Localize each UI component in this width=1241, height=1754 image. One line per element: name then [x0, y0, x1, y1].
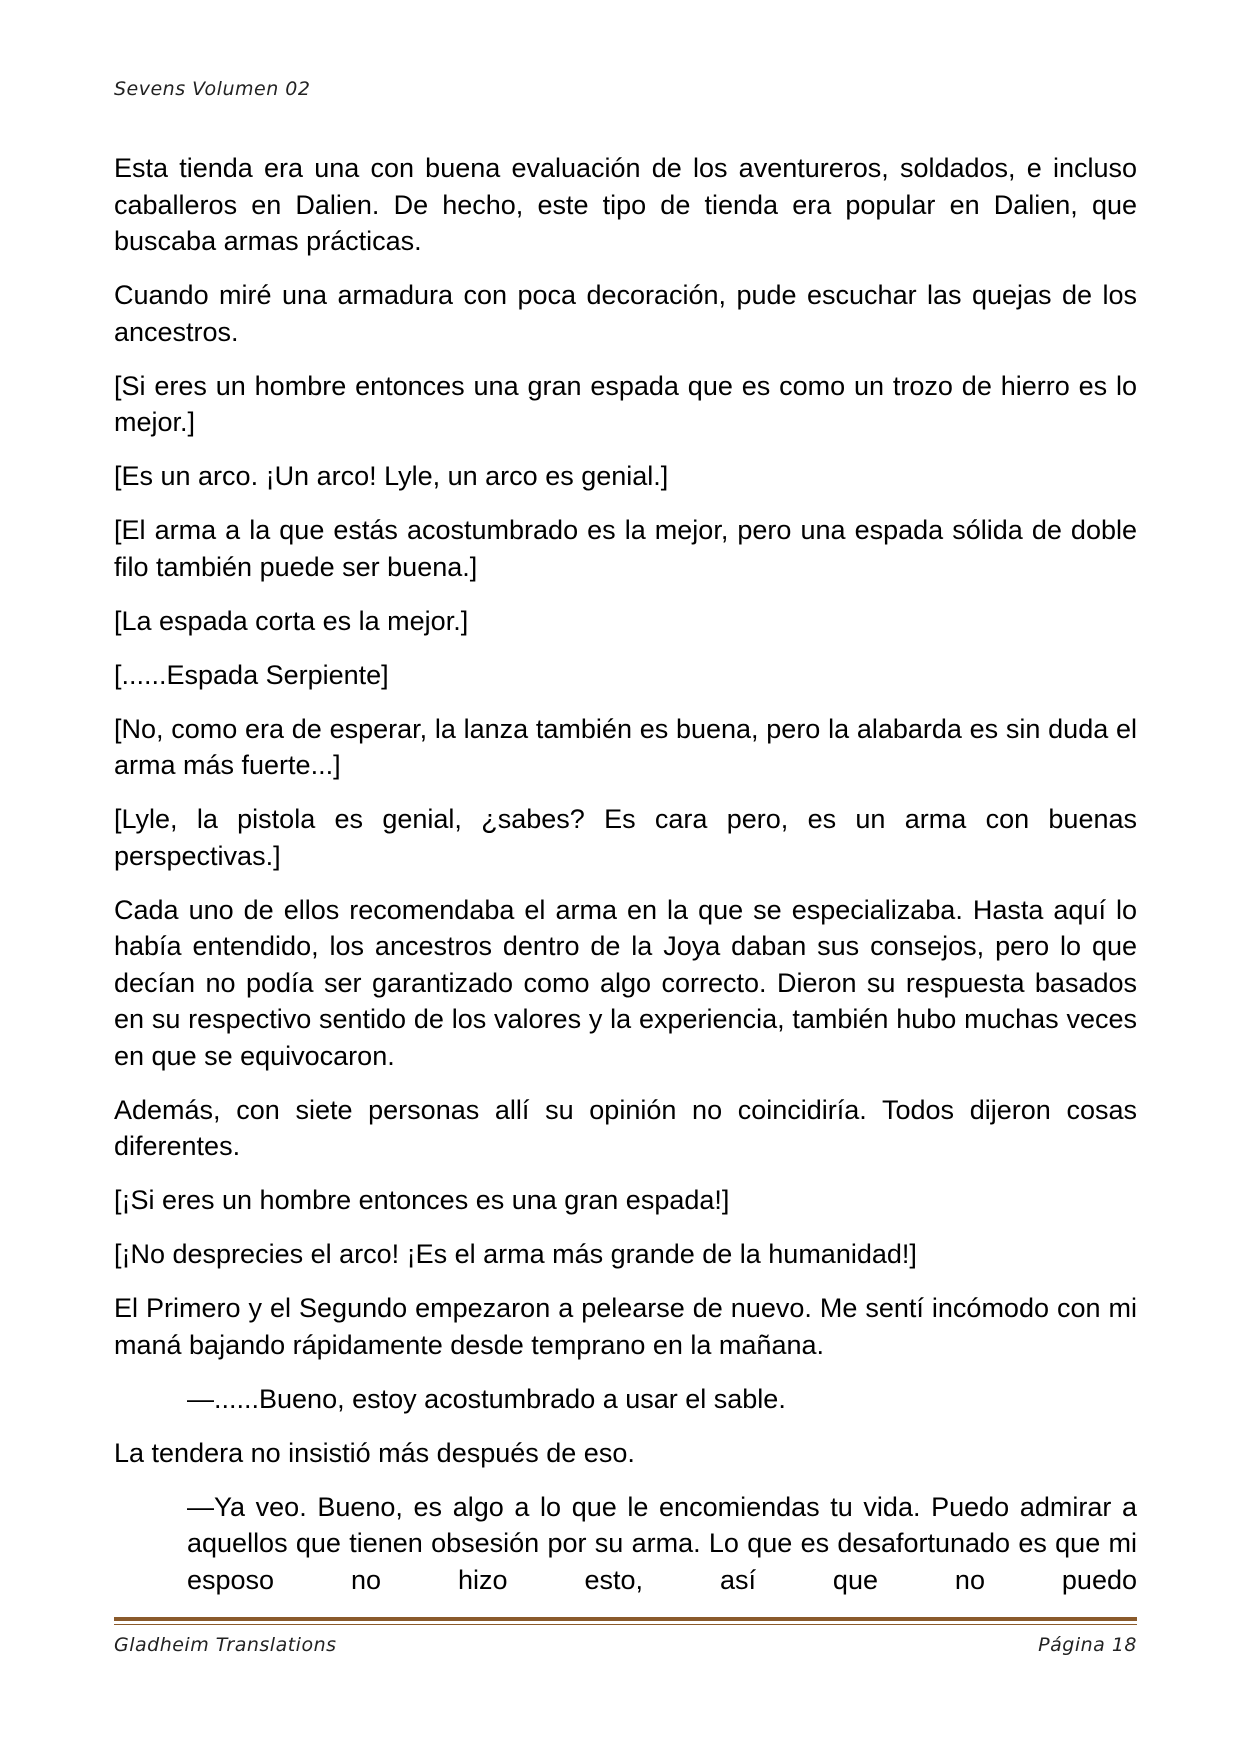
- paragraph: La tendera no insistió más después de eso.: [114, 1437, 635, 1468]
- paragraph: Cada uno de ellos recomendaba el arma en la que se especializaba. Hasta aquí lo había entendido, los ancestros dentro de la Joya daban sus consejos, pero lo que decían no podía ser garantizado como algo correcto. Dieron su respuesta basados en su respectivo sentido de los valores y la experiencia, también hubo muchas veces en que se equivocaron.: [114, 894, 1137, 1071]
- dialogue-paragraph: —......Bueno, estoy acostumbrado a usar el sable.: [187, 1383, 786, 1414]
- paragraph: [La espada corta es la mejor.]: [114, 605, 469, 636]
- paragraph: Cuando miré una armadura con poca decoración, pude escuchar las quejas de los ancestros.: [114, 280, 1137, 347]
- paragraph: [Es un arco. ¡Un arco! Lyle, un arco es genial.]: [114, 461, 669, 491]
- footer-publisher: Gladheim Translations: [114, 1634, 337, 1656]
- paragraph: Además, con siete personas allí su opinión no coincidiría. Todos dijeron cosas diferentes.: [114, 1094, 1137, 1161]
- footer-page-number: Página 18: [1038, 1634, 1137, 1656]
- document-body: [114, 150, 1137, 1616]
- paragraph: El Primero y el Segundo empezaron a pelearse de nuevo. Me sentí incómodo con mi maná bajando rápidamente desde temprano en la mañana.: [114, 1293, 1137, 1360]
- paragraph: [¡No desprecies el arco! ¡Es el arma más grande de la humanidad!]: [114, 1239, 917, 1269]
- paragraph: [Si eres un hombre entonces una gran espada que es como un trozo de hierro es lo mejor.]: [114, 370, 1137, 437]
- paragraph: Esta tienda era una con buena evaluación de los aventureros, soldados, e incluso caballeros en Dalien. De hecho, este tipo de tienda era popular en Dalien, que buscaba armas prácticas.: [114, 153, 1137, 256]
- footer-divider-thin: [114, 1624, 1137, 1625]
- dialogue-paragraph: —Ya veo. Bueno, es algo a lo que le encomiendas tu vida. Puedo admirar a aquellos que tienen obsesión por su arma. Lo que es desafortunado es que mi esposo no hizo esto, así que no puedo: [187, 1491, 1137, 1595]
- paragraph: [Lyle, la pistola es genial, ¿sabes? Es cara pero, es un arma con buenas perspectivas.]: [114, 804, 1137, 871]
- footer-divider: [114, 1617, 1137, 1621]
- paragraph: [No, como era de esperar, la lanza también es buena, pero la alabarda es sin duda el arma más fuerte...]: [114, 713, 1137, 780]
- paragraph: [......Espada Serpiente]: [114, 659, 389, 690]
- paragraph: [El arma a la que estás acostumbrado es la mejor, pero una espada sólida de doble filo también puede ser buena.]: [114, 515, 1137, 582]
- paragraph: [¡Si eres un hombre entonces es una gran espada!]: [114, 1185, 730, 1215]
- page-header-title: Sevens Volumen 02: [114, 78, 311, 100]
